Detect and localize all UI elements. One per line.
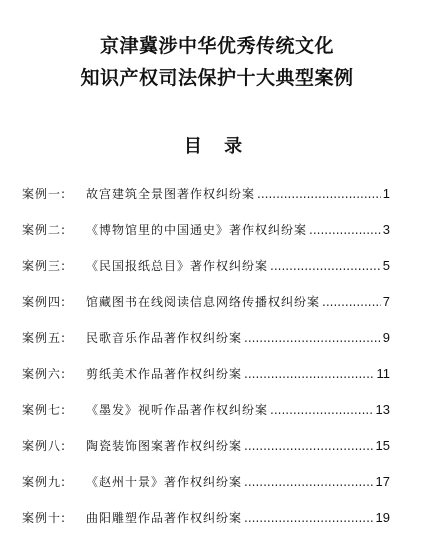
toc-entry[interactable] [22, 184, 390, 204]
toc-entry-title: 《博物馆里的中国通史》著作权纠纷案 [86, 223, 308, 237]
document-title-line-2: 知识产权司法保护十大典型案例 [80, 67, 354, 89]
toc-page-number: 7 [382, 294, 390, 309]
toc-page-number: 3 [382, 222, 390, 237]
toc-entry[interactable] [22, 508, 390, 528]
toc-entry[interactable] [22, 220, 390, 240]
toc-dot-leader [244, 364, 374, 384]
toc-case-label: 案例六: [22, 367, 67, 381]
toc-dot-leader [257, 184, 381, 204]
toc-entry-title: 故宫建筑全景图著作权纠纷案 [86, 187, 256, 201]
toc-case-label: 案例八: [22, 439, 67, 453]
toc-dot-leader [322, 292, 381, 312]
toc-case-label: 案例五: [22, 331, 67, 345]
toc-dot-leader [244, 472, 374, 492]
toc-entry[interactable] [22, 364, 390, 384]
toc-entry[interactable] [22, 292, 390, 312]
toc-entry-title: 剪纸美术作品著作权纠纷案 [86, 367, 243, 381]
toc-entry-title: 曲阳雕塑作品著作权纠纷案 [86, 511, 243, 525]
toc-dot-leader [270, 256, 381, 276]
toc-page-number: 5 [382, 258, 390, 273]
toc-dot-leader [244, 508, 374, 528]
document-title-line-1: 京津冀涉中华优秀传统文化 [99, 35, 334, 57]
toc-dot-leader [244, 328, 381, 348]
toc-dot-leader [270, 400, 374, 420]
toc-case-label: 案例十: [22, 511, 67, 525]
toc-entry-title: 民歌音乐作品著作权纠纷案 [86, 331, 243, 345]
toc-entry-title: 陶瓷装饰图案著作权纠纷案 [86, 439, 243, 453]
toc-entry[interactable] [22, 328, 390, 348]
toc-heading: 目 录 [183, 136, 251, 157]
toc-case-label: 案例三: [22, 259, 67, 273]
toc-entry[interactable] [22, 436, 390, 456]
toc-dot-leader [309, 220, 381, 240]
toc-entry-title: 《赵州十景》著作权纠纷案 [86, 475, 243, 489]
toc-page-number: 17 [375, 474, 390, 489]
toc-page-number: 19 [375, 510, 390, 525]
toc-case-label: 案例一: [22, 187, 67, 201]
toc-entry-title: 《墨发》视听作品著作权纠纷案 [86, 403, 269, 417]
toc-page-number: 11 [376, 366, 390, 381]
toc-dot-leader [244, 436, 374, 456]
toc-case-label: 案例四: [22, 295, 67, 309]
toc-page-number: 13 [375, 402, 390, 417]
toc-page-number: 1 [382, 186, 390, 201]
toc-entry-title: 馆藏图书在线阅读信息网络传播权纠纷案 [86, 295, 321, 309]
toc-entry-title: 《民国报纸总目》著作权纠纷案 [86, 259, 269, 273]
toc-case-label: 案例七: [22, 403, 67, 417]
toc-page-number: 9 [382, 330, 390, 345]
toc-case-label: 案例九: [22, 475, 67, 489]
toc-entry[interactable] [22, 400, 390, 420]
toc-case-label: 案例二: [22, 223, 67, 237]
toc-entry[interactable] [22, 256, 390, 276]
toc-page-number: 15 [375, 438, 390, 453]
toc-entry[interactable] [22, 472, 390, 492]
